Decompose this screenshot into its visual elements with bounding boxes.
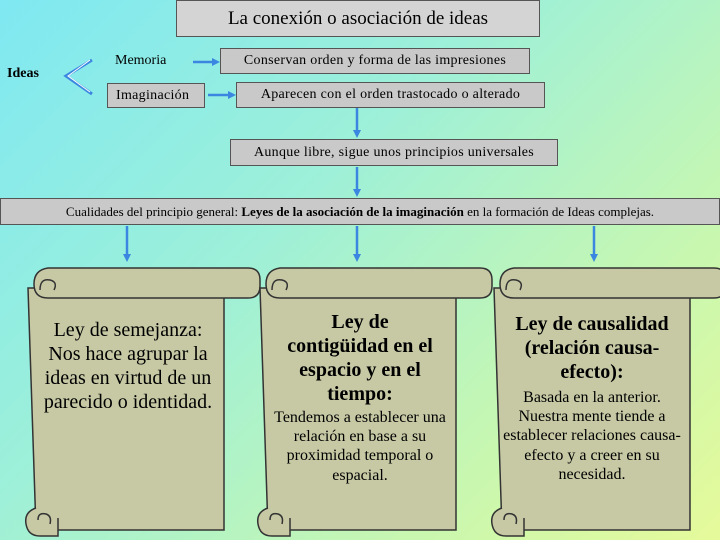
law-3-title: Ley de causalidad (relación causa-efecto): bbox=[515, 313, 669, 383]
imaginacion-desc-box: Aparecen con el orden trastocado o alterado bbox=[236, 82, 545, 108]
memoria-label: Memoria bbox=[115, 53, 167, 68]
law-1-title: Ley de semejanza: bbox=[53, 319, 203, 341]
qualities-text-before: Cualidades del principio general: bbox=[65, 203, 242, 219]
law-1-body: Nos hace agrupar la ideas en virtud de un parecido o identidad. bbox=[43, 343, 213, 413]
law-3 bbox=[494, 312, 690, 484]
law-1 bbox=[30, 318, 226, 414]
memoria-desc-box: Conservan orden y forma de las impresiones bbox=[220, 48, 530, 74]
imaginacion-box: Imaginación bbox=[107, 83, 205, 108]
law-2-body: Tendemos a establecer una relación en base a su proximidad temporal o espacial. bbox=[274, 409, 446, 484]
qualities-text-bold: Leyes de la asociación de la imaginación bbox=[241, 203, 464, 219]
law-2 bbox=[262, 310, 458, 485]
qualities-text-after: en la formación de Ideas complejas. bbox=[463, 203, 655, 219]
page-title: La conexión o asociación de ideas bbox=[176, 0, 540, 37]
ideas-label: Ideas bbox=[7, 66, 39, 81]
law-3-body: Basada en la anterior. Nuestra mente tiende a establecer relaciones causa-efecto y a creer en su necesidad. bbox=[503, 389, 681, 483]
law-2-title: Ley de contigüidad en el espacio y en el tiempo: bbox=[287, 311, 433, 405]
principles-box: Aunque libre, sigue unos principios universales bbox=[230, 139, 558, 166]
